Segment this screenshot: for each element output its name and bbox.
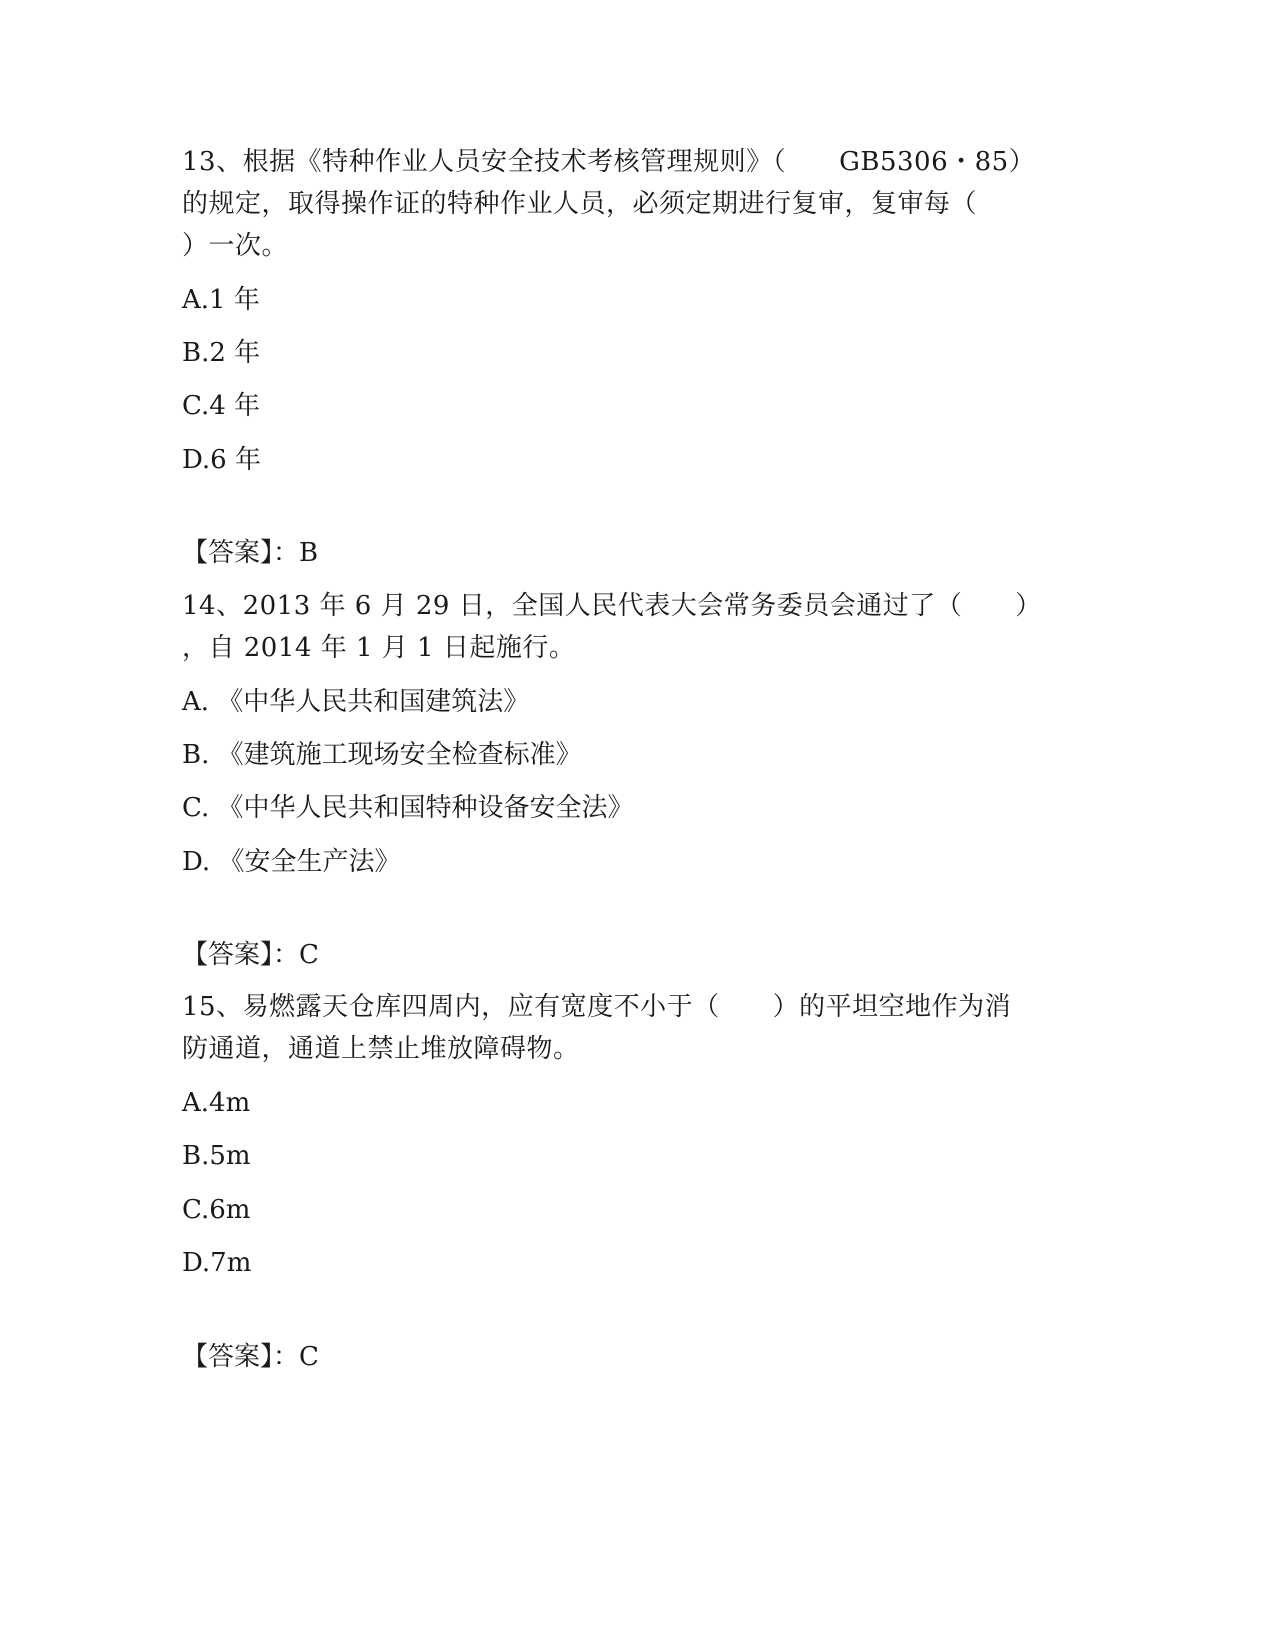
question-13-line-1: 13、根据《特种作业人员安全技术考核管理规则》（ GB5306・85） bbox=[182, 147, 1036, 177]
question-13-line-3: ）一次。 bbox=[182, 231, 289, 261]
question-15-option-c: C.6m bbox=[182, 1195, 251, 1225]
question-14-option-b: B. 《建筑施工现场安全检查标准》 bbox=[182, 740, 582, 770]
question-15-answer: 【答案】：C bbox=[182, 1342, 319, 1372]
question-14-line-2: ，自 2014 年 1 月 1 日起施行。 bbox=[182, 633, 576, 663]
question-15-option-b: B.5m bbox=[182, 1141, 251, 1171]
question-14-option-d: D. 《安全生产法》 bbox=[182, 847, 401, 877]
question-14-option-a: A. 《中华人民共和国建筑法》 bbox=[182, 687, 530, 717]
question-13-answer: 【答案】：B bbox=[182, 538, 319, 568]
question-14-line-1: 14、2013 年 6 月 29 日，全国人民代表大会常务委员会通过了（ ） bbox=[182, 591, 1042, 621]
question-15-option-d: D.7m bbox=[182, 1248, 252, 1278]
question-13-option-a: A.1 年 bbox=[182, 285, 260, 315]
question-14-option-c: C. 《中华人民共和国特种设备安全法》 bbox=[182, 793, 634, 823]
question-15-line-1: 15、易燃露天仓库四周内，应有宽度不小于（ ）的平坦空地作为消 bbox=[182, 992, 1012, 1022]
question-13-option-b: B.2 年 bbox=[182, 338, 261, 368]
question-15-line-2: 防通道，通道上禁止堆放障碍物。 bbox=[182, 1034, 580, 1064]
question-13-option-c: C.4 年 bbox=[182, 391, 261, 421]
question-13-option-d: D.6 年 bbox=[182, 445, 261, 475]
question-13-line-2: 的规定，取得操作证的特种作业人员，必须定期进行复审，复审每（ bbox=[182, 189, 978, 219]
question-15-option-a: A.4m bbox=[182, 1088, 251, 1118]
question-14-answer: 【答案】：C bbox=[182, 940, 319, 970]
